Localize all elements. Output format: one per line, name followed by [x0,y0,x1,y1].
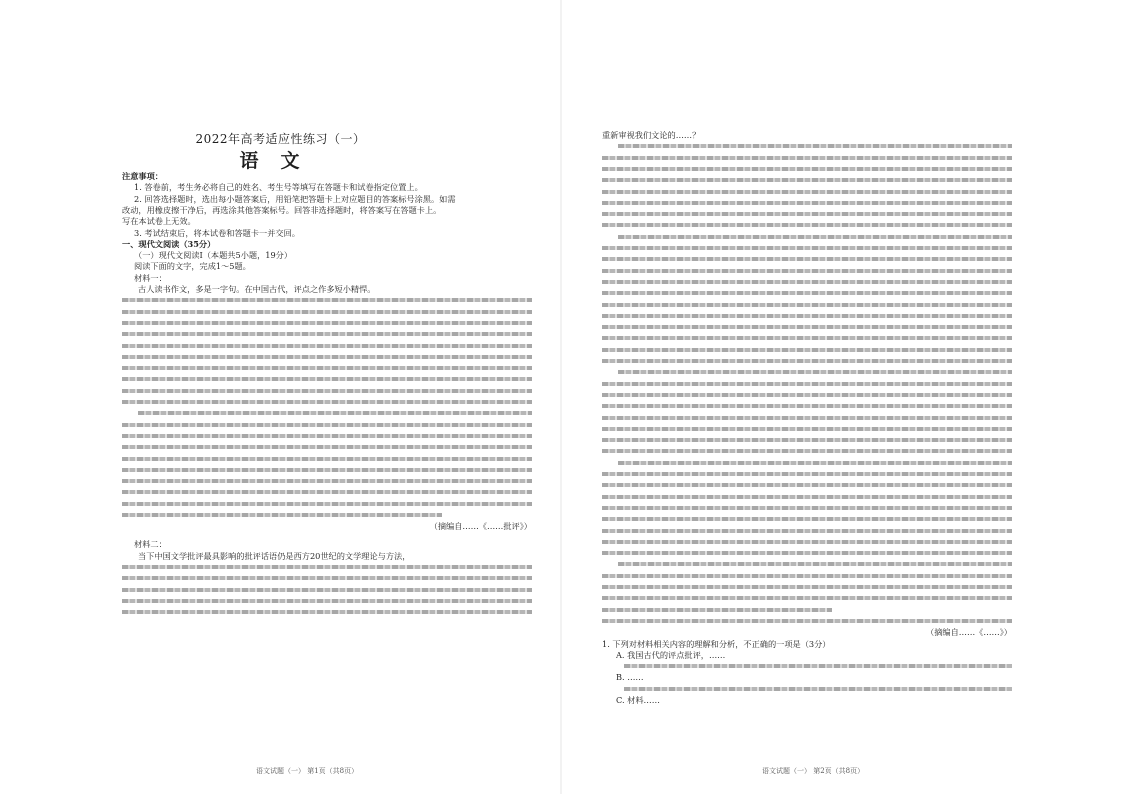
material-text-line [602,175,1012,185]
illegible-text-line [122,479,532,483]
material-text-line [602,469,1012,479]
material-text-line [602,593,1012,603]
illegible-text-line [122,355,532,359]
material-text-line [618,232,1012,242]
material-one-line [122,431,532,441]
illegible-text-line [618,461,1012,465]
material-text-line [618,559,1012,569]
material-text-line [602,345,1012,355]
continued-text-line: 重新审视我们文论的……？ [602,130,701,140]
material-text-line [602,616,1012,626]
material-text-line [602,605,832,615]
answer-option-line [624,684,1012,694]
notice-line: 写在本试卷上无效。 [122,216,196,227]
material-text-line [602,277,1012,287]
material-text-line [602,153,1012,163]
material-text-line [602,220,1012,230]
illegible-text-line [122,468,532,472]
material-text-line [602,526,1012,536]
illegible-text-line [122,445,532,449]
material-one-line [122,499,532,509]
notice-line: 1. 答卷前，考生务必将自己的姓名、考生号等填写在答题卡和试卷指定位置上。 [134,182,423,193]
illegible-text-line [602,551,1012,555]
material-text-line [602,492,1012,502]
material-one-line [122,329,532,339]
answer-option-line [624,661,1012,671]
illegible-text-line [602,314,1012,318]
answer-option-line: A. 我国古代的评点批评，…… [616,649,726,660]
illegible-text-line [602,529,1012,533]
illegible-text-line [602,348,1012,352]
material-one-line: 古人读书作文，多是一字句。在中国古代，评点之作多短小精悍。 [138,284,376,294]
illegible-text-line [602,585,1012,589]
illegible-text-line [618,235,1012,239]
illegible-text-line [122,502,532,506]
illegible-text-line [602,483,1012,487]
notice-line: 改动，用橡皮擦干净后，再选涂其他答案标号。回答非选择题时，将答案写在答题卡上。 [122,204,442,215]
illegible-text-line [122,298,532,302]
material-text-line [602,266,1012,276]
material-text-line [602,571,1012,581]
subsection-heading: （一）现代文阅读Ⅰ（本题共5小题，19分） [134,250,293,261]
illegible-text-line [602,416,1012,420]
illegible-text-line [122,389,532,393]
illegible-text-line [602,574,1012,578]
illegible-text-line [602,608,832,612]
illegible-text-line [602,495,1012,499]
material-one-line [122,487,532,497]
illegible-text-line [602,596,1012,600]
material-text-line [602,390,1012,400]
illegible-text-line [122,599,532,603]
material-text-line [618,367,1012,377]
illegible-text-line [602,336,1012,340]
question-stem: 1. 下列对材料相关内容的理解和分析，不正确的一项是（3分） [602,638,831,649]
material-two-line [122,596,532,606]
material-one-line [138,408,532,418]
illegible-text-line [122,588,532,592]
illegible-text-line [618,144,1012,148]
illegible-text-line [602,178,1012,182]
notice-line: 2. 回答选择题时，选出每小题答案后，用铅笔把答题卡上对应题目的答案标号涂黑。如需 [134,193,456,204]
material-text-line [602,379,1012,389]
material-one-line [122,442,532,452]
illegible-text-line [618,370,1012,374]
illegible-text-line [122,610,532,614]
illegible-text-line [602,427,1012,431]
material-two-line: 当下中国文学批评最具影响的批评话语仍是西方20世纪的文学理论与方法， [138,550,411,561]
illegible-text-line [122,321,532,325]
illegible-text-line [602,257,1012,261]
illegible-text-line [602,472,1012,476]
illegible-text-line [602,506,1012,510]
material-one-line [122,318,532,328]
right-exam-page [562,0,1123,794]
material-text-line [602,198,1012,208]
source-citation: （摘编自……《……批评》） [429,521,532,532]
illegible-text-line [624,664,1012,668]
material-text-line [618,141,1012,151]
material-text-line [602,582,1012,592]
material-text-line [602,311,1012,321]
material-one-line [122,510,442,520]
material-one-line [122,420,532,430]
material-text-line [602,243,1012,253]
illegible-text-line [122,344,532,348]
material-text-line [602,209,1012,219]
illegible-text-line [602,167,1012,171]
illegible-text-line [624,687,1012,691]
material-one-line [122,465,532,475]
illegible-text-line [122,434,532,438]
material-text-line [602,333,1012,343]
material-label: 材料一： [134,272,167,283]
material-one-line [122,307,532,317]
material-text-line [602,548,1012,558]
material-text-line [602,435,1012,445]
material-one-line [122,341,532,351]
material-text-line [602,537,1012,547]
illegible-text-line [602,156,1012,160]
material-text-line [602,288,1012,298]
notice-heading: 注意事项： [122,171,163,181]
illegible-text-line [602,619,1012,623]
material-two-line [122,585,532,595]
illegible-text-line [122,576,532,580]
material-one-line [122,352,532,362]
illegible-text-line [602,393,1012,397]
material-text-line [602,322,1012,332]
illegible-text-line [122,423,532,427]
illegible-text-line [602,280,1012,284]
source-citation: （摘编自……《……》） [926,627,1012,638]
material-text-line [602,446,1012,456]
illegible-text-line [602,223,1012,227]
illegible-text-line [602,404,1012,408]
illegible-text-line [602,303,1012,307]
illegible-text-line [602,517,1012,521]
material-one-line [122,397,532,407]
illegible-text-line [602,359,1012,363]
illegible-text-line [618,562,1012,566]
illegible-text-line [122,513,442,517]
page-footer: 语文试题（一） 第1页（共8页） [256,767,359,775]
material-one-line [122,295,532,305]
material-two-line [122,607,532,617]
answer-option-line: C. 材料…… [616,695,660,705]
illegible-text-line [122,377,532,381]
page-footer: 语文试题（一） 第2页（共8页） [762,767,865,775]
material-text-line [602,514,1012,524]
illegible-text-line [122,565,532,569]
illegible-text-line [602,190,1012,194]
material-one-line [122,386,532,396]
illegible-text-line [122,366,532,370]
illegible-text-line [602,438,1012,442]
section-heading: 一、现代文阅读（35分） [122,238,216,249]
reading-instruction: 阅读下面的文字，完成1～5题。 [134,261,251,272]
notice-line: 3. 考试结束后，将本试卷和答题卡一并交回。 [134,227,300,238]
material-one-line [122,454,532,464]
illegible-text-line [122,400,532,404]
exam-title: 2022年高考适应性练习（一） [195,132,366,146]
illegible-text-line [122,457,532,461]
illegible-text-line [122,332,532,336]
material-one-line [122,374,532,384]
material-text-line [602,503,1012,513]
material-one-line [122,363,532,373]
illegible-text-line [602,246,1012,250]
material-text-line [602,413,1012,423]
material-text-line [618,458,1012,468]
subject-title: 语文 [239,150,322,172]
illegible-text-line [602,540,1012,544]
illegible-text-line [602,325,1012,329]
material-text-line [602,424,1012,434]
illegible-text-line [122,490,532,494]
material-label: 材料二： [134,539,167,550]
material-text-line [602,480,1012,490]
illegible-text-line [602,382,1012,386]
material-text-line [602,254,1012,264]
material-two-line [122,562,532,572]
illegible-text-line [602,201,1012,205]
left-exam-page [0,0,561,794]
illegible-text-line [122,310,532,314]
material-one-line [122,476,532,486]
illegible-text-line [602,449,1012,453]
material-text-line [602,164,1012,174]
illegible-text-line [602,269,1012,273]
material-text-line [602,187,1012,197]
material-text-line [602,356,1012,366]
material-two-line [122,573,532,583]
material-text-line [602,300,1012,310]
material-text-line [602,401,1012,411]
illegible-text-line [602,291,1012,295]
illegible-text-line [138,411,532,415]
illegible-text-line [602,212,1012,216]
answer-option-line: B. …… [616,672,644,683]
